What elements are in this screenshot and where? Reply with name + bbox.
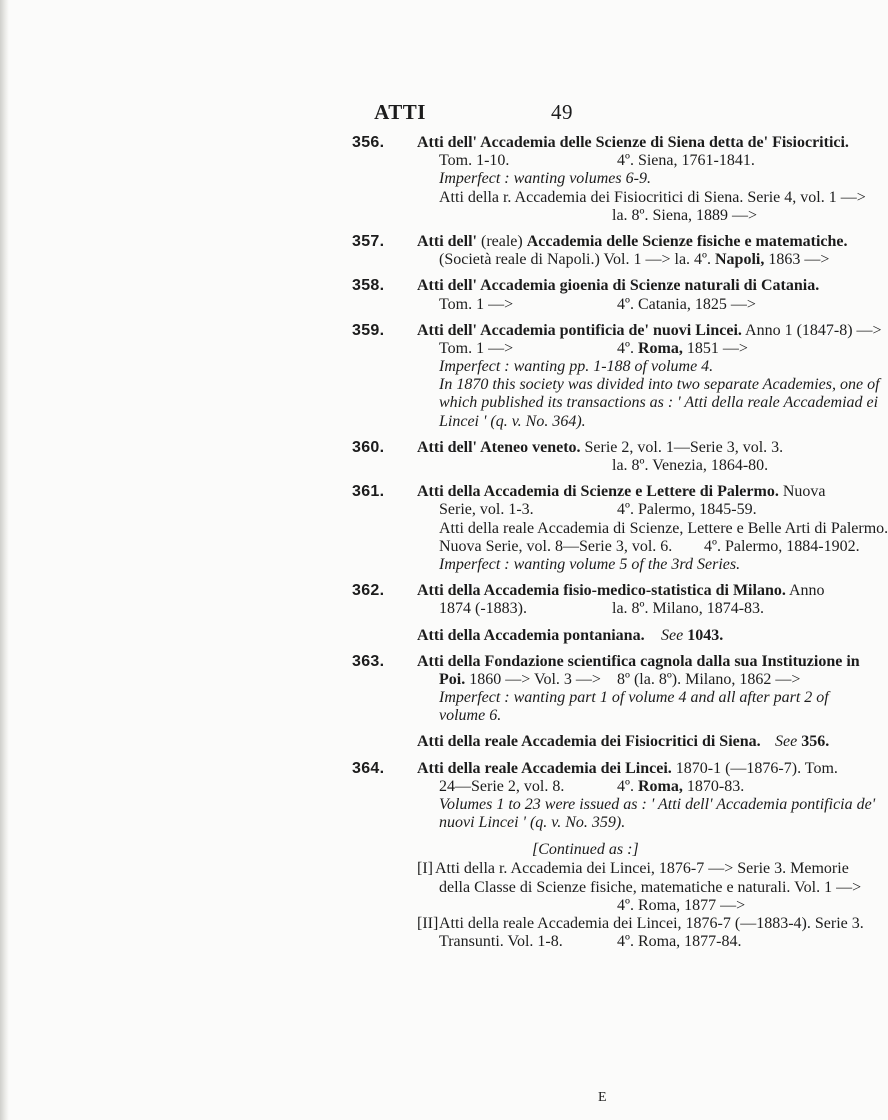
- entry-heading: Atti della reale Accademia dei Lincei. 1870-1 (—1876-7). Tom.: [417, 759, 838, 777]
- entry-line: (Società reale di Napoli.) Vol. 1 —> la. 4º. Napoli, 1863 —>: [439, 251, 830, 269]
- entry-number: 356.: [352, 134, 385, 151]
- entry-line: 4º. Roma, 1877 —>: [617, 896, 746, 914]
- entry-number: 363.: [352, 652, 385, 670]
- entry-number: 360.: [352, 438, 385, 456]
- entry-note: which published its transactions as : ' Atti della reale Accademiad ei: [439, 394, 879, 412]
- entry-number: 357.: [352, 232, 385, 250]
- catalogue-entry: [0, 232, 848, 269]
- catalogue-entry: [0, 652, 860, 726]
- entry-note: nuovi Lincei ' (q. v. No. 359).: [439, 814, 626, 832]
- continuation-entry: [0, 914, 864, 951]
- running-title: ATTI: [374, 100, 426, 124]
- entry-line: Transunti. Vol. 1-8. 4º. Roma, 1877-84.: [439, 933, 742, 951]
- entry-note: Imperfect : wanting pp. 1-188 of volume 4.: [439, 358, 714, 376]
- page-number: 49: [551, 100, 573, 124]
- running-header: [0, 100, 800, 124]
- entry-heading: Atti della Accademia fisio-medico-statistica di Milano. Anno: [417, 582, 825, 600]
- entry-line: la. 8º. Venezia, 1864-80.: [612, 457, 769, 474]
- entry-heading: Atti della reale Accademia dei Fisiocritici di Siena. See 356.: [417, 733, 830, 751]
- continuation-entry: [0, 860, 862, 915]
- entry-line: Tom. 1-10. 4º. Siena, 1761-1841.: [439, 152, 755, 170]
- entry-heading: Atti della Accademia di Scienze e Lettere di Palermo. Nuova: [417, 483, 826, 501]
- entry-line: della Classe di Scienze fisiche, matematiche e naturali. Vol. 1 —>: [439, 878, 862, 896]
- continued-heading: [Continued as :]: [532, 841, 639, 859]
- entry-note: Lincei ' (q. v. No. 364).: [439, 412, 586, 430]
- entry-heading: Atti dell' Accademia pontificia de' nuovi Lincei. Anno 1 (1847-8) —>: [417, 321, 882, 339]
- signature-mark: E: [598, 1090, 607, 1105]
- entry-line: 24—Serie 2, vol. 8. 4º. Roma, 1870-83.: [439, 777, 745, 795]
- entry-heading: Atti dell' Accademia delle Scienze di Siena detta de' Fisiocritici.: [417, 134, 849, 151]
- catalogue-entry: [0, 439, 800, 475]
- catalogue-entry: [0, 134, 866, 225]
- entry-number: 359.: [352, 321, 385, 339]
- entry-marker: [II]: [417, 914, 439, 932]
- catalogue-entries: [0, 134, 888, 951]
- catalogue-entry: [0, 759, 876, 833]
- entry-note: volume 6.: [439, 707, 502, 725]
- entry-line: Poi. 1860 —> Vol. 3 —> 8º (la. 8º). Milano, 1862 —>: [439, 670, 801, 688]
- entry-line: Atti della r. Accademia dei Fisiocritici di Siena. Serie 4, vol. 1 —>: [439, 188, 866, 206]
- entry-line: Atti della reale Accademia dei Lincei, 1876-7 (—1883-4). Serie 3.: [439, 914, 864, 932]
- entry-heading: Atti dell' (reale) Accademia delle Scienze fisiche e matematiche.: [417, 232, 848, 250]
- entry-note: Imperfect : wanting volumes 6-9.: [439, 170, 651, 188]
- entry-number: 364.: [352, 759, 385, 777]
- entry-line: 1874 (-1883). la. 8º. Milano, 1874-83.: [439, 600, 765, 618]
- entry-line: Tom. 1 —> 4º. Catania, 1825 —>: [439, 295, 756, 313]
- entry-heading: Atti dell' Ateneo veneto. Serie 2, vol. 1—Serie 3, vol. 3.: [417, 438, 784, 456]
- entry-heading: Atti della Accademia pontaniana. See 1043.: [417, 626, 724, 644]
- entry-marker: [I]: [417, 860, 433, 878]
- entry-heading: Atti della Fondazione scientifica cagnola dalla sua Instituzione in: [417, 652, 860, 670]
- entry-note: Imperfect : wanting part 1 of volume 4 and all after part 2 of: [439, 689, 829, 707]
- entry-heading: Atti dell' Accademia gioenia di Scienze naturali di Catania.: [417, 277, 820, 295]
- entry-number: 358.: [352, 277, 385, 295]
- entry-line: Atti della reale Accademia di Scienze, Lettere e Belle Arti di Palermo.: [439, 519, 888, 537]
- entry-line: Atti della r. Accademia dei Lincei, 1876-7 —> Serie 3. Memorie: [435, 860, 849, 878]
- cross-reference-entry: [0, 733, 830, 751]
- entry-line: Tom. 1 —> 4º. Roma, 1851 —>: [439, 339, 748, 357]
- entry-note: In 1870 this society was divided into two separate Academies, one of: [439, 376, 880, 394]
- catalogue-entry: [0, 321, 882, 431]
- entry-note: Volumes 1 to 23 were issued as : ' Atti dell' Accademia pontificia de': [439, 796, 876, 813]
- entry-line: Serie, vol. 1-3. 4º. Palermo, 1845-59.: [439, 501, 757, 519]
- catalogue-entry: [0, 483, 888, 574]
- entry-number: 362.: [352, 582, 385, 600]
- catalogue-entry: [0, 582, 825, 618]
- catalogue-entry: [0, 277, 820, 313]
- entry-line: Nuova Serie, vol. 8—Serie 3, vol. 6. 4º. Palermo, 1884-1902.: [439, 537, 860, 555]
- entry-note: Imperfect : wanting volume 5 of the 3rd Series.: [439, 555, 741, 573]
- entry-line: la. 8º. Siena, 1889 —>: [612, 206, 758, 224]
- cross-reference-entry: [0, 627, 800, 645]
- entry-number: 361.: [352, 483, 385, 501]
